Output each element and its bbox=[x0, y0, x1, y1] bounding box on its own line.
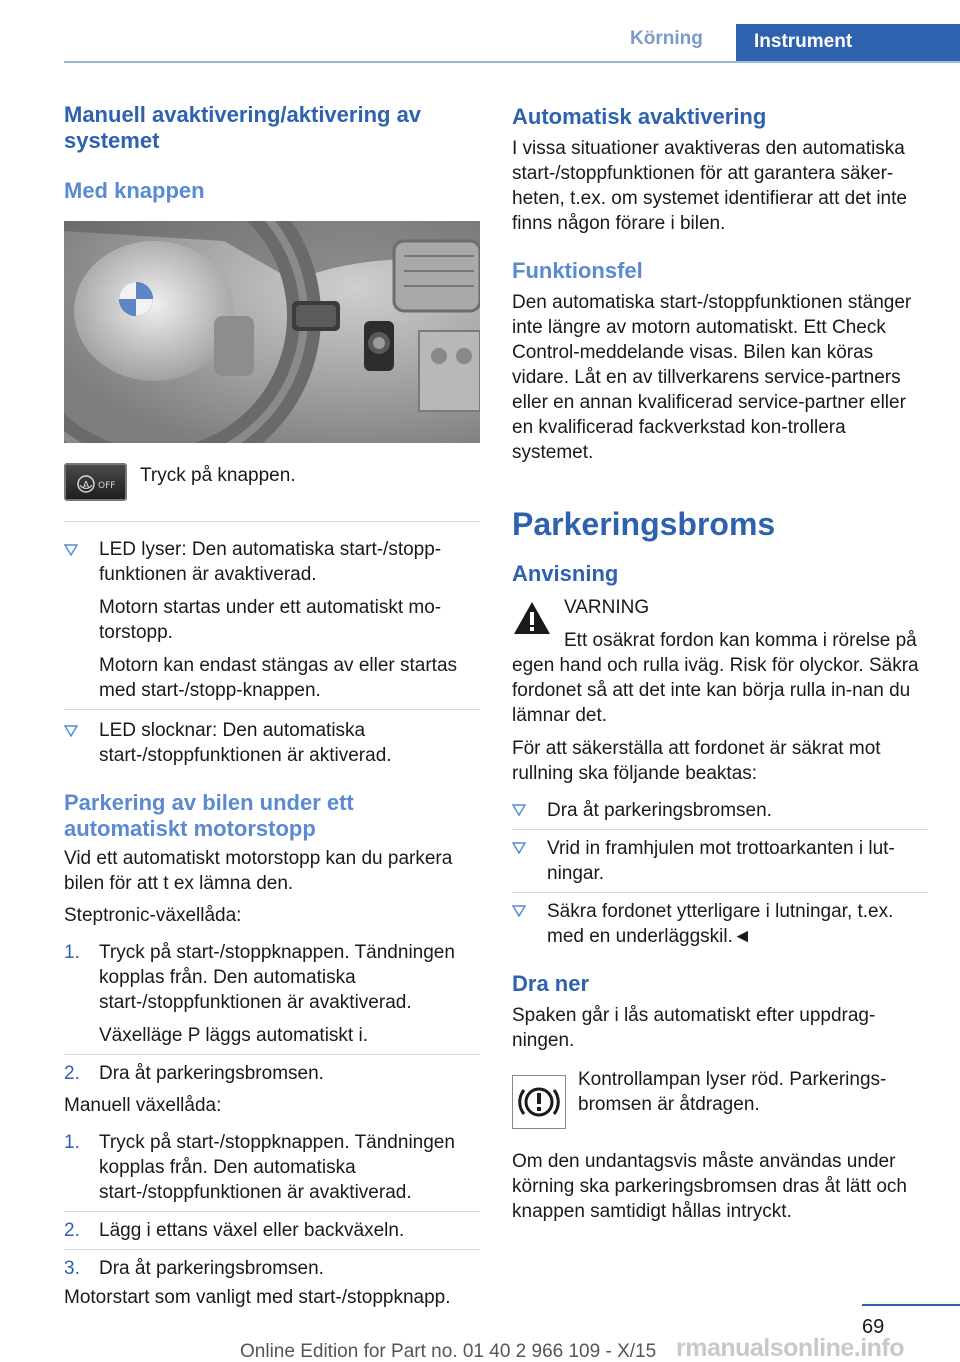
right-column bbox=[512, 100, 928, 1224]
manual-steps bbox=[64, 1130, 480, 1281]
manual-label: Manuell växellåda: bbox=[64, 1095, 222, 1116]
warning-text-first: Ett osäkrat fordon kan komma i rörelse på egen hand och rulla iväg. Risk för olyckor. Säkra fordonet så att det inte kan börja rulla in-nan du lämnar det. bbox=[512, 630, 919, 726]
steptronic-steps bbox=[64, 940, 480, 1086]
triangle-bullet-icon bbox=[64, 725, 78, 737]
steptronic-label: Steptronic-växellåda: bbox=[64, 905, 242, 926]
list-item bbox=[64, 521, 480, 709]
step-text: Dra åt parkeringsbromsen. bbox=[99, 1063, 324, 1084]
secure-intro: För att säkerställa att fordonet är säkrat mot rullning ska följande beaktas: bbox=[512, 738, 881, 784]
parking-intro: Vid ett automatiskt motorstopp kan du parkera bilen för att t ex lämna den. bbox=[64, 848, 453, 894]
fault-heading: Funktionsfel bbox=[512, 258, 643, 283]
step-number: 1. bbox=[64, 942, 80, 963]
section-heading: Manuell avaktivering/aktivering av systemet bbox=[64, 102, 422, 153]
lamp-block bbox=[512, 1067, 928, 1137]
list-item bbox=[64, 1054, 480, 1086]
step-text: Dra åt parkeringsbromsen. bbox=[99, 1258, 324, 1279]
warning-block bbox=[512, 595, 928, 728]
edition-text: Online Edition for Part no. 01 40 2 966 109 - X/15 bbox=[240, 1341, 657, 1362]
secure-item-text: Vrid in framhjulen mot trottoarkanten i lut-ningar. bbox=[547, 838, 895, 884]
fault-text: Den automatiska start-/stoppfunktionen stänger inte längre av motorn automatiskt. Ett Check Control-meddelande visas. Bilen kan köras vidare. Låt en av tillverkarens service-partners eller en annan kvalificerad service-partner eller en kvalificerad fackverkstad kon-trollera systemet. bbox=[512, 292, 912, 463]
secure-list bbox=[512, 798, 928, 949]
step-number: 3. bbox=[64, 1258, 80, 1279]
auto-heading: Automatisk avaktivering bbox=[512, 104, 767, 129]
auto-text: I vissa situationer avaktiveras den automatiska start-/stoppfunktionen för att garantera säker-heten, t.ex. om systemet identifierar att det inte finns någon förare i bilen. bbox=[512, 138, 907, 234]
secure-item-text: Dra åt parkeringsbromsen. bbox=[547, 800, 772, 821]
triangle-bullet-icon bbox=[512, 905, 526, 917]
header-rule bbox=[64, 61, 960, 63]
list-item bbox=[64, 709, 480, 768]
led-on-text: LED lyser: Den automatiska start-/stopp-funktionen är avaktiverad. bbox=[99, 539, 442, 585]
secure-item-text: Säkra fordonet ytterligare i lutningar, t.ex. med en underläggskil.◄ bbox=[547, 901, 894, 947]
list-item bbox=[64, 940, 480, 1048]
step-number: 2. bbox=[64, 1063, 80, 1084]
triangle-bullet-icon bbox=[512, 804, 526, 816]
page-number: 69 bbox=[862, 1316, 885, 1338]
list-item bbox=[64, 1130, 480, 1205]
step-text: Lägg i ettans växel eller backväxeln. bbox=[99, 1220, 405, 1241]
parking-brake-lamp-icon bbox=[512, 1075, 566, 1129]
step-number: 1. bbox=[64, 1132, 80, 1153]
main-heading: Parkeringsbroms bbox=[512, 506, 776, 542]
led-list bbox=[64, 521, 480, 768]
steering-wheel-photo bbox=[64, 221, 480, 443]
pull-text: Spaken går i lås automatiskt efter uppdrag-ningen. bbox=[512, 1005, 876, 1051]
closing-text: Motorstart som vanligt med start-/stoppknapp. bbox=[64, 1287, 451, 1308]
footer-rule bbox=[862, 1304, 960, 1306]
list-item bbox=[512, 829, 928, 892]
section-label: Körning bbox=[630, 28, 703, 49]
svg-text:OFF: OFF bbox=[98, 481, 116, 491]
svg-text:A: A bbox=[82, 480, 90, 491]
parking-heading: Parkering av bilen under ett automatiskt motorstopp bbox=[64, 790, 354, 841]
step-text: Tryck på start-/stoppknappen. Tändningen kopplas från. Den automatiska start-/stoppfunktionen är avaktiverad. bbox=[99, 942, 455, 1013]
list-item bbox=[64, 1249, 480, 1281]
page-header bbox=[0, 0, 960, 62]
step-extra: Växelläge P läggs automatiskt i. bbox=[99, 1025, 368, 1046]
button-instruction bbox=[64, 463, 480, 507]
list-item bbox=[512, 892, 928, 949]
emergency-text: Om den undantagsvis måste användas under körning ska parkeringsbromsen dras åt lätt och knappen samtidigt hållas intryckt. bbox=[512, 1151, 907, 1222]
notice-heading: Anvisning bbox=[512, 561, 619, 586]
left-column bbox=[64, 100, 480, 1310]
warning-triangle-icon bbox=[512, 600, 552, 636]
list-item bbox=[64, 1211, 480, 1243]
auto-start-stop-off-icon bbox=[64, 463, 127, 501]
subheading: Med knappen bbox=[64, 178, 205, 203]
list-item bbox=[512, 798, 928, 829]
chapter-tab: Instrument bbox=[736, 24, 960, 62]
triangle-bullet-icon bbox=[64, 544, 78, 556]
triangle-bullet-icon bbox=[512, 842, 526, 854]
press-button-text: Tryck på knappen. bbox=[140, 465, 296, 486]
watermark: rmanualsonline.info bbox=[676, 1334, 905, 1362]
led-on-text-3: Motorn kan endast stängas av eller startas med start-/stopp-knappen. bbox=[99, 655, 458, 701]
pull-heading: Dra ner bbox=[512, 971, 590, 996]
step-text: Tryck på start-/stoppknappen. Tändningen kopplas från. Den automatiska start-/stoppfunktionen är avaktiverad. bbox=[99, 1132, 455, 1203]
step-number: 2. bbox=[64, 1220, 80, 1241]
led-off-text: LED slocknar: Den automatiska start-/stoppfunktionen är aktiverad. bbox=[99, 720, 392, 766]
lamp-text: Kontrollampan lyser röd. Parkerings-bromsen är åtdragen. bbox=[578, 1069, 887, 1115]
warning-label: VARNING bbox=[564, 597, 650, 618]
led-on-text-2: Motorn startas under ett automatiskt mo-torstopp. bbox=[99, 597, 442, 643]
